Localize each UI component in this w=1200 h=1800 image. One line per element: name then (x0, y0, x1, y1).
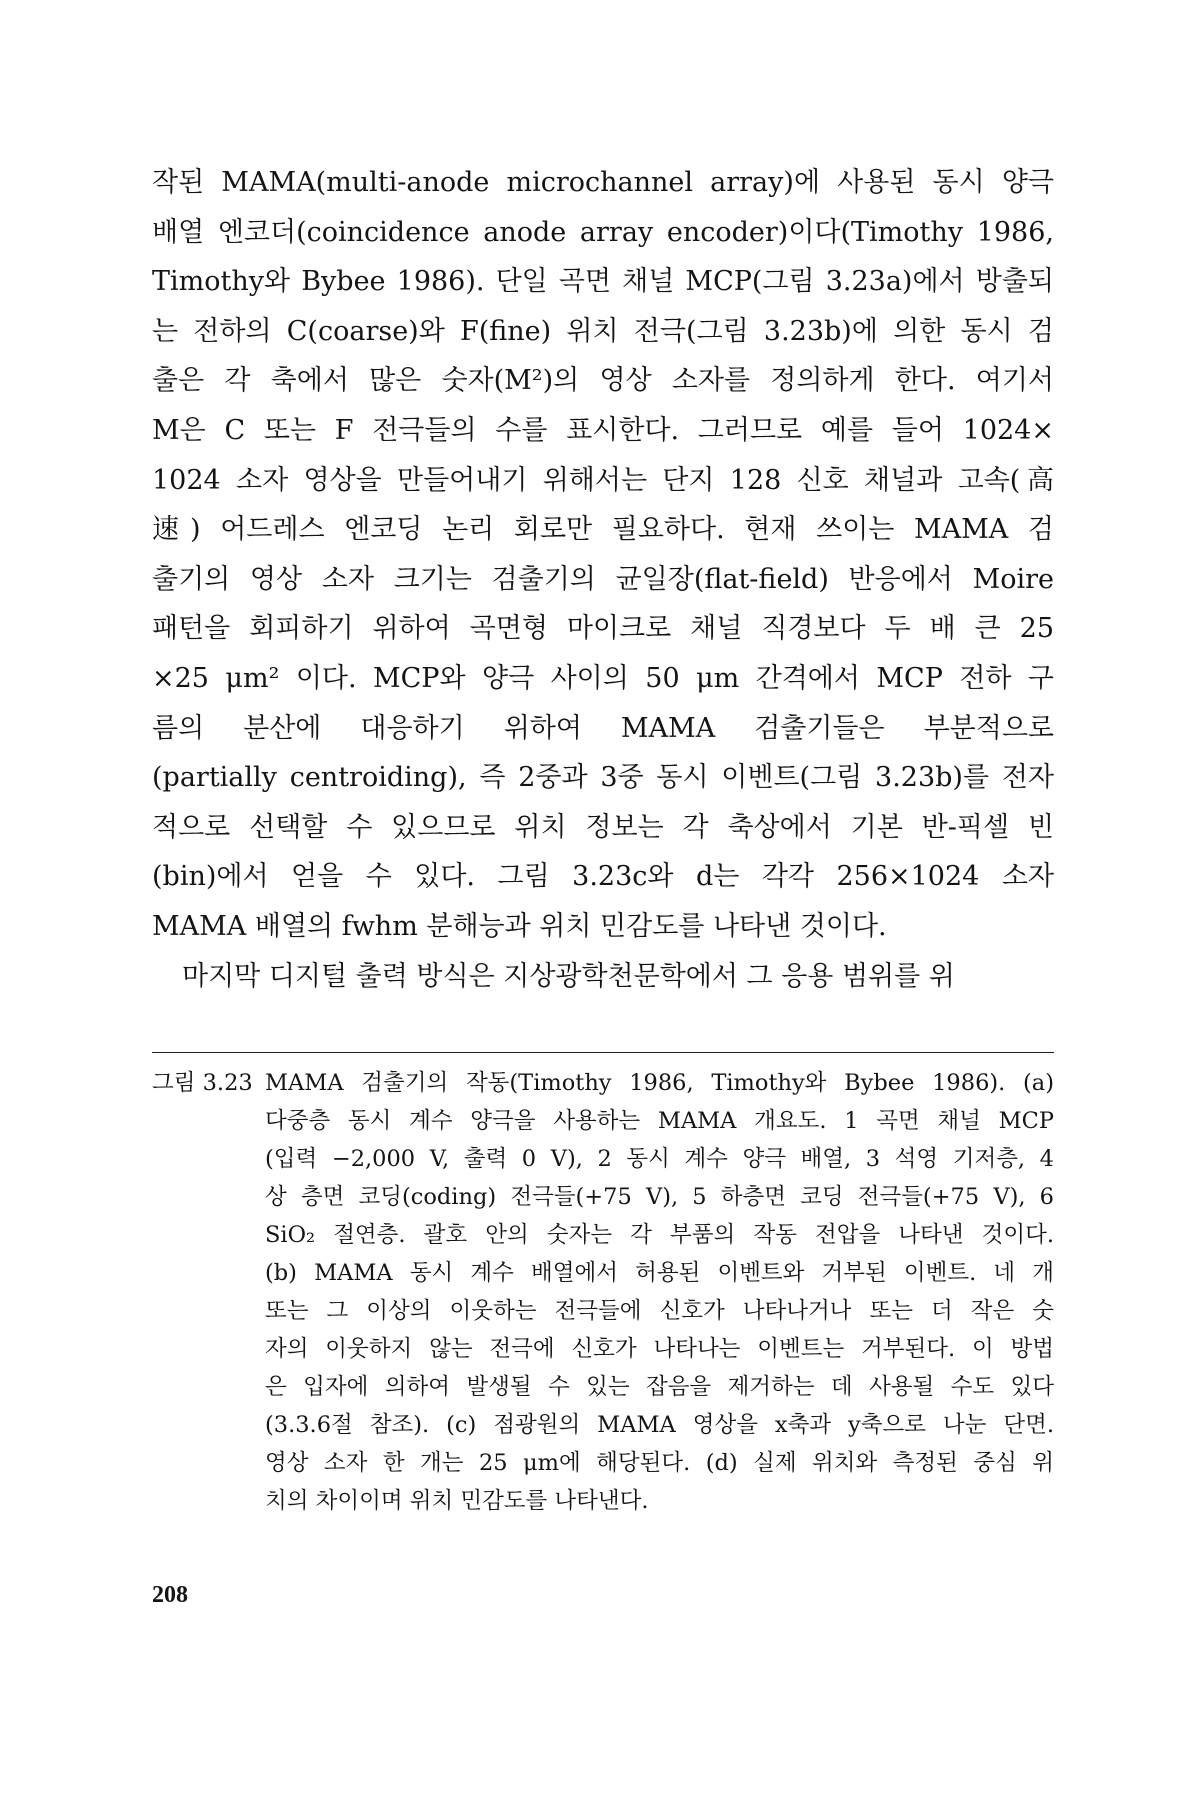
body-line: 출은 각 축에서 많은 숫자(M²)의 영상 소자를 정의하게 한다. 여기서 (152, 365, 1054, 397)
caption-line: 은 입자에 의하여 발생될 수 있는 잡음을 제거하는 데 사용될 수도 있다 (265, 1374, 1054, 1400)
caption-line: 영상 소자 한 개는 25 μm에 해당된다. (d) 실제 위치와 측정된 중심 위 (265, 1450, 1054, 1476)
body-line: 배열 엔코더(coincidence anode array encoder)이다(Timothy 1986, (152, 216, 1054, 248)
body-line: ×25 μm² 이다. MCP와 양극 사이의 50 μm 간격에서 MCP 전하 구 (152, 662, 1054, 694)
body-line: M은 C 또는 F 전극들의 수를 표시한다. 그러므로 예를 들어 1024× (152, 414, 1054, 446)
body-line: (bin)에서 얻을 수 있다. 그림 3.23c와 d는 각각 256×1024 소자 (152, 861, 1054, 893)
caption-line: SiO₂ 절연층. 괄호 안의 숫자는 각 부품의 작동 전압을 나타낸 것이다. (265, 1222, 1054, 1248)
caption-line: MAMA 검출기의 작동(Timothy 1986, Timothy와 Bybee 1986). (a) (265, 1070, 1054, 1096)
body-line: (partially centroiding), 즉 2중과 3중 동시 이벤트(그림 3.23b)를 전자 (152, 762, 1054, 794)
body-text (152, 158, 1054, 1001)
caption-line: 또는 그 이상의 이웃하는 전극들에 신호가 나타나거나 또는 더 작은 숫 (265, 1298, 1054, 1324)
body-line: 마지막 디지털 출력 방식은 지상광학천문학에서 그 응용 범위를 위 (182, 960, 955, 992)
body-line: 출기의 영상 소자 크기는 검출기의 균일장(flat-field) 반응에서 Moire (152, 563, 1054, 595)
body-line: 速) 어드레스 엔코딩 논리 회로만 필요하다. 현재 쓰이는 MAMA 검 (152, 514, 1054, 546)
body-line: 패턴을 회피하기 위하여 곡면형 마이크로 채널 직경보다 두 배 큰 25 (152, 613, 1054, 645)
footnote-divider (152, 1052, 1054, 1053)
body-line: 는 전하의 C(coarse)와 F(fine) 위치 전극(그림 3.23b)에 의한 동시 검 (152, 315, 1054, 347)
page-number: 208 (152, 1582, 188, 1608)
body-line: 름의 분산에 대응하기 위하여 MAMA 검출기들은 부분적으로 (152, 712, 1054, 744)
body-line: 적으로 선택할 수 있으므로 위치 정보는 각 축상에서 기본 반-픽셀 빈 (152, 811, 1054, 843)
caption-line: 상 층면 코딩(coding) 전극들(+75 V), 5 하층면 코딩 전극들(+75 V), 6 (265, 1184, 1054, 1210)
caption-body (265, 1064, 1054, 1520)
caption-line: (입력 −2,000 V, 출력 0 V), 2 동시 계수 양극 배열, 3 석영 기저층, 4 (265, 1146, 1054, 1172)
body-line: 1024 소자 영상을 만들어내기 위해서는 단지 128 신호 채널과 고속(高 (152, 464, 1054, 496)
body-line: 작된 MAMA(multi-anode microchannel array)에 사용된 동시 양극 (152, 167, 1054, 198)
caption-line: (3.3.6절 참조). (c) 점광원의 MAMA 영상을 x축과 y축으로 나눈 단면. (265, 1412, 1054, 1438)
caption-line: 자의 이웃하지 않는 전극에 신호가 나타나는 이벤트는 거부된다. 이 방법 (265, 1336, 1054, 1362)
caption-line: 치의 차이이며 위치 민감도를 나타낸다. (265, 1488, 649, 1514)
body-line: Timothy와 Bybee 1986). 단일 곡면 채널 MCP(그림 3.23a)에서 방출되 (152, 266, 1054, 298)
caption-label: 그림 3.23 (152, 1070, 253, 1096)
body-line: MAMA 배열의 fwhm 분해능과 위치 민감도를 나타낸 것이다. (152, 910, 887, 942)
caption-line: 다중층 동시 계수 양극을 사용하는 MAMA 개요도. 1 곡면 채널 MCP (265, 1108, 1054, 1134)
caption-line: (b) MAMA 동시 계수 배열에서 허용된 이벤트와 거부된 이벤트. 네 개 (265, 1260, 1054, 1286)
